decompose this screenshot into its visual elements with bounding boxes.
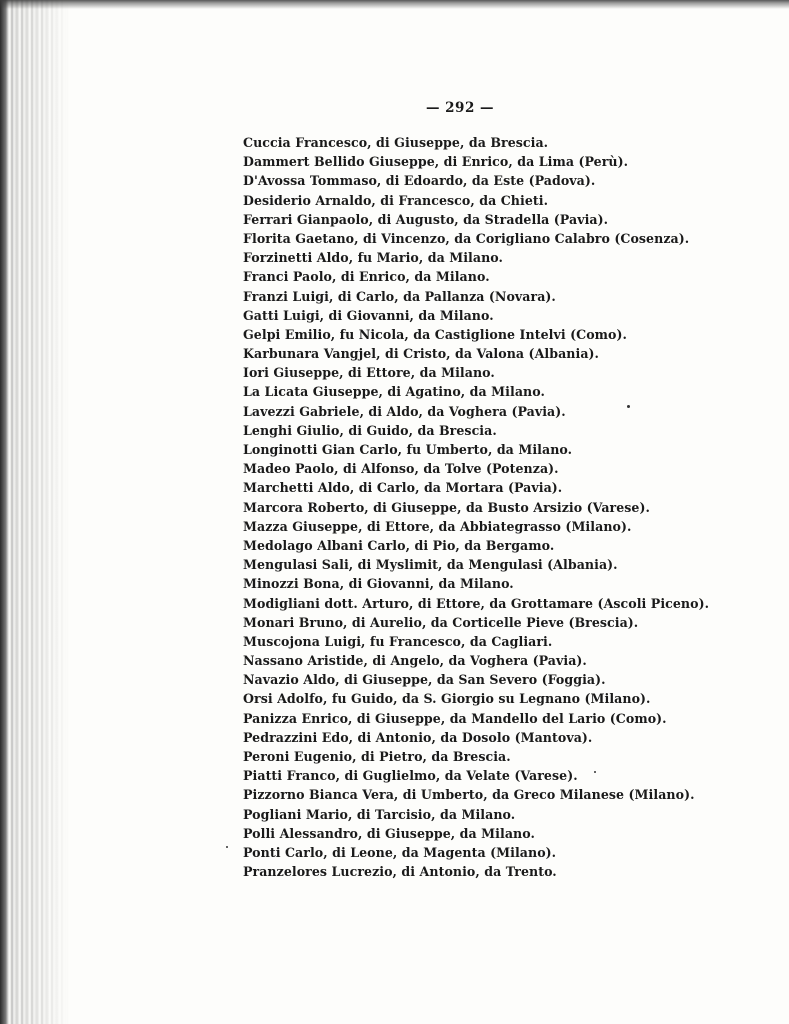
list-item: Lavezzi Gabriele, di Aldo, da Voghera (Pavia). (243, 403, 566, 419)
list-item: Franzi Luigi, di Carlo, da Pallanza (Novara). (243, 288, 556, 304)
list-item: Florita Gaetano, di Vincenzo, da Corigliano Calabro (Cosenza). (243, 230, 690, 246)
list-item: Orsi Adolfo, fu Guido, da S. Giorgio su Legnano (Milano). (243, 691, 651, 707)
list-item: Ferrari Gianpaolo, di Augusto, da Stradella (Pavia). (243, 211, 609, 227)
list-item: Pizzorno Bianca Vera, di Umberto, da Greco Milanese (Milano). (243, 787, 695, 803)
list-item: Mengulasi Sali, di Myslimit, da Mengulasi (Albania). (243, 557, 618, 573)
list-item: Iori Giuseppe, di Ettore, da Milano. (243, 365, 495, 381)
list-item: Lenghi Giulio, di Guido, da Brescia. (243, 422, 497, 438)
list-item: Mazza Giuseppe, di Ettore, da Abbiategrasso (Milano). (243, 518, 632, 534)
name-list (243, 133, 773, 881)
list-item: Modigliani dott. Arturo, di Ettore, da Grottamare (Ascoli Piceno). (243, 595, 710, 611)
list-item: Minozzi Bona, di Giovanni, da Milano. (243, 576, 514, 592)
list-item: Polli Alessandro, di Giuseppe, da Milano. (243, 825, 535, 841)
list-item: Panizza Enrico, di Giuseppe, da Mandello del Lario (Como). (243, 710, 667, 726)
scan-speck (226, 846, 228, 848)
list-item: Karbunara Vangjel, di Cristo, da Valona (Albania). (243, 346, 599, 362)
list-item: Medolago Albani Carlo, di Pio, da Bergamo. (243, 537, 555, 553)
list-item: Longinotti Gian Carlo, fu Umberto, da Milano. (243, 442, 573, 457)
list-item: Piatti Franco, di Guglielmo, da Velate (Varese). (243, 768, 578, 784)
list-item: Muscojona Luigi, fu Francesco, da Cagliari. (243, 633, 553, 649)
scanned-top-edge (0, 0, 789, 9)
list-item: Nassano Aristide, di Angelo, da Voghera (Pavia). (243, 653, 587, 669)
list-item: Marchetti Aldo, di Carlo, da Mortara (Pavia). (243, 480, 563, 496)
list-item: Pogliani Mario, di Tarcisio, da Milano. (243, 806, 516, 822)
list-item: Madeo Paolo, di Alfonso, da Tolve (Potenza). (243, 461, 559, 477)
list-item: Dammert Bellido Giuseppe, di Enrico, da Lima (Perù). (243, 154, 629, 170)
scanned-binding-edge (0, 0, 70, 1024)
list-item: D'Avossa Tommaso, di Edoardo, da Este (Padova). (243, 173, 596, 189)
list-item: Forzinetti Aldo, fu Mario, da Milano. (243, 250, 503, 266)
list-item: Franci Paolo, di Enrico, da Milano. (243, 269, 490, 285)
scanned-binding-shadow (0, 0, 8, 1024)
scan-speck (627, 405, 630, 408)
list-item: Navazio Aldo, di Giuseppe, da San Severo (Foggia). (243, 672, 606, 688)
list-item: La Licata Giuseppe, di Agatino, da Milano. (243, 384, 545, 400)
list-item: Gatti Luigi, di Giovanni, da Milano. (243, 307, 494, 323)
list-item: Ponti Carlo, di Leone, da Magenta (Milano). (243, 844, 557, 860)
list-item: Peroni Eugenio, di Pietro, da Brescia. (243, 749, 511, 764)
list-item: Marcora Roberto, di Giuseppe, da Busto Arsizio (Varese). (243, 499, 650, 515)
list-item: Desiderio Arnaldo, di Francesco, da Chieti. (243, 192, 549, 208)
scan-speck (594, 771, 596, 773)
list-item: Gelpi Emilio, fu Nicola, da Castiglione Intelvi (Como). (243, 326, 627, 342)
list-item: Cuccia Francesco, di Giuseppe, da Brescia. (243, 135, 549, 150)
page-number: — 292 — (425, 100, 495, 116)
list-item: Monari Bruno, di Aurelio, da Corticelle Pieve (Brescia). (243, 614, 639, 630)
list-item: Pranzelores Lucrezio, di Antonio, da Trento. (243, 864, 557, 880)
list-item: Pedrazzini Edo, di Antonio, da Dosolo (Mantova). (243, 729, 593, 745)
